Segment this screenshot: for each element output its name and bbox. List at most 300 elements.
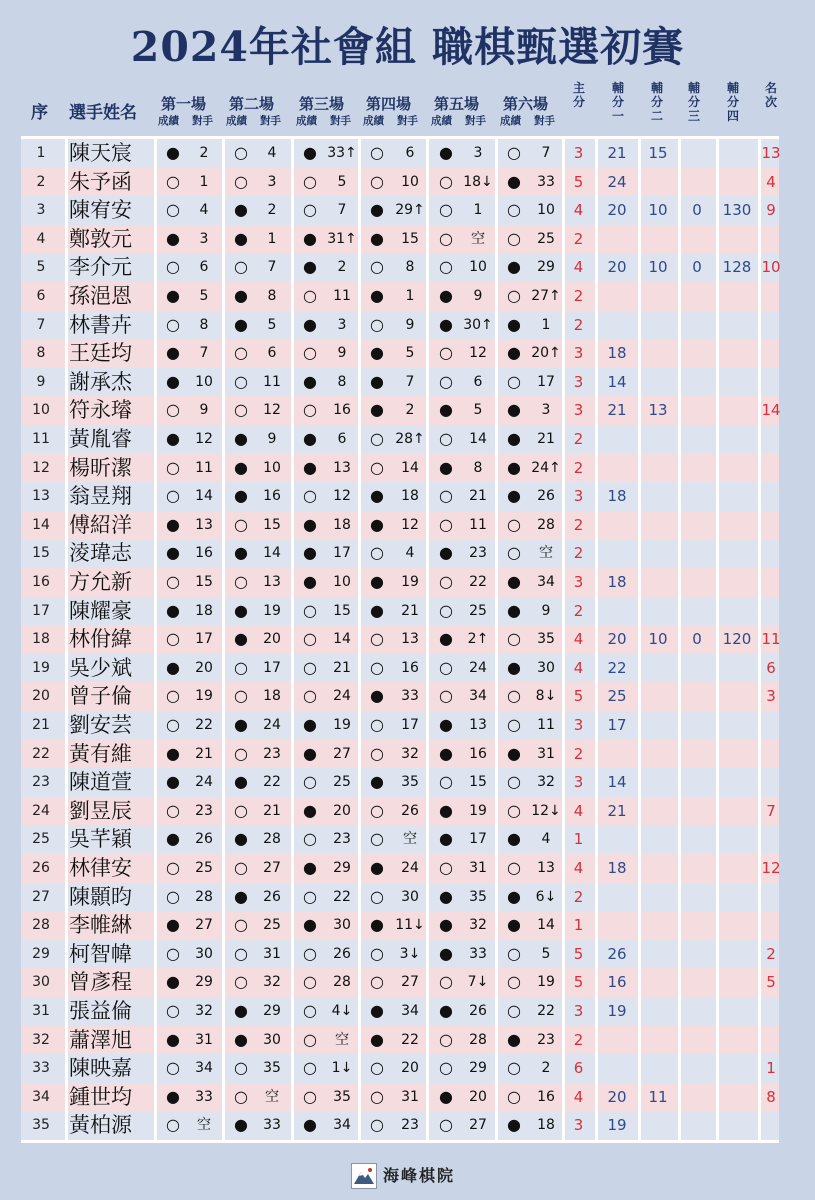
game-opponent: 33 <box>537 173 555 190</box>
page-title: 2024年社會組 職棋甄選初賽 <box>130 23 685 71</box>
game-result: ● <box>370 858 384 877</box>
game-result: ○ <box>439 371 453 391</box>
game-result: ○ <box>234 514 248 534</box>
game-result: ● <box>507 1029 521 1049</box>
game-result: ○ <box>370 657 384 677</box>
game-opponent: 2 <box>541 1060 551 1077</box>
main-score: 3 <box>573 372 584 391</box>
main-score: 4 <box>573 801 584 820</box>
game-result: ○ <box>370 972 384 992</box>
header-round-4: 第四場 <box>366 95 412 113</box>
game-result: ○ <box>370 886 384 906</box>
game-opponent: 5 <box>473 402 483 419</box>
game-opponent: 25 <box>263 917 281 934</box>
game-opponent: 18 <box>195 602 213 619</box>
game-opponent: 31 <box>195 1031 213 1048</box>
tiebreak-2 <box>638 568 678 597</box>
game-result: ● <box>370 1029 384 1049</box>
game-opponent: 11 <box>333 288 351 304</box>
game-result: ● <box>507 314 521 334</box>
game-opponent: 7 <box>541 145 551 161</box>
player-name: 林律安 <box>69 856 132 880</box>
tiebreak-2 <box>638 539 678 568</box>
main-score: 2 <box>573 287 584 305</box>
game-result: ● <box>439 143 453 162</box>
game-result: ○ <box>370 314 384 334</box>
game-opponent: 4 <box>541 831 551 848</box>
game-result: ● <box>166 772 180 792</box>
game-result: ● <box>303 743 317 763</box>
player-name: 謝承杰 <box>69 369 132 394</box>
tiebreak-3 <box>678 1083 716 1112</box>
main-score: 3 <box>573 573 584 591</box>
game-opponent: 2 <box>267 202 277 219</box>
game-opponent: 20 <box>333 802 351 819</box>
game-result: ○ <box>166 715 180 734</box>
game-result: ○ <box>370 800 384 820</box>
game-opponent: 35 <box>263 1060 281 1077</box>
game-opponent: 8↓ <box>535 688 557 705</box>
game-result: ● <box>439 1001 453 1020</box>
main-score: 2 <box>573 544 584 563</box>
tiebreak-3 <box>678 968 716 997</box>
game-opponent: 12 <box>401 516 419 533</box>
game-result: ● <box>166 1029 180 1049</box>
game-result: ○ <box>439 972 453 992</box>
rank: 13 <box>761 144 781 162</box>
game-result: ○ <box>507 543 521 563</box>
player-name: 劉安芸 <box>69 713 132 737</box>
tiebreak-3 <box>678 711 716 740</box>
game-result: ○ <box>303 1086 317 1106</box>
tiebreak-3 <box>678 797 716 826</box>
game-opponent: 9 <box>405 316 415 333</box>
game-result: ● <box>370 200 384 220</box>
game-result: ○ <box>166 486 180 506</box>
main-score: 3 <box>573 1002 584 1020</box>
game-result: ○ <box>439 657 453 677</box>
main-score: 5 <box>573 944 584 963</box>
game-result: ○ <box>439 572 453 591</box>
tiebreak-1: 20 <box>607 258 627 277</box>
game-opponent: 13 <box>195 516 213 533</box>
header-tb1: 輔分一 <box>611 81 624 123</box>
game-result: ● <box>370 572 384 591</box>
main-score: 2 <box>573 887 584 906</box>
player-name: 楊昕潔 <box>69 455 132 480</box>
player-seq: 25 <box>32 831 50 848</box>
game-opponent: 9 <box>541 602 551 619</box>
tiebreak-3 <box>678 568 716 597</box>
header-opponent: 對手 <box>260 115 281 127</box>
tiebreak-1: 18 <box>607 573 627 591</box>
tiebreak-3 <box>678 225 716 254</box>
player-seq: 18 <box>32 631 50 648</box>
tiebreak-2 <box>638 482 678 511</box>
table-row <box>21 225 779 254</box>
main-score: 2 <box>573 744 584 763</box>
game-opponent: 10 <box>401 173 419 190</box>
tiebreak-3 <box>678 1111 716 1140</box>
player-name: 孫浥恩 <box>69 284 132 308</box>
game-result: ● <box>507 886 521 906</box>
game-opponent: 32 <box>537 774 555 791</box>
game-result: ○ <box>370 743 384 763</box>
table-row <box>21 253 779 282</box>
game-opponent: 29 <box>195 974 213 991</box>
rank: 9 <box>766 201 776 220</box>
game-opponent: 3 <box>199 230 209 247</box>
game-result: ○ <box>166 629 180 649</box>
game-opponent: 20 <box>195 659 213 676</box>
game-opponent: 26 <box>537 488 555 505</box>
main-score: 3 <box>573 144 584 162</box>
game-result: ● <box>507 257 521 277</box>
game-result: ● <box>439 314 453 334</box>
game-opponent: 11 <box>469 516 487 533</box>
game-result: ○ <box>166 1115 180 1135</box>
rank: 6 <box>766 658 776 677</box>
game-opponent: 16 <box>401 659 419 676</box>
game-result: ○ <box>166 858 180 877</box>
game-opponent: 7 <box>337 202 347 219</box>
table-row <box>21 396 779 425</box>
tiebreak-2 <box>638 711 678 740</box>
table-row <box>21 1111 779 1140</box>
game-opponent: 13 <box>537 860 555 876</box>
game-result: ● <box>303 457 317 477</box>
game-result: ○ <box>303 686 317 706</box>
game-result: ○ <box>370 1058 384 1078</box>
game-result: ● <box>234 1029 248 1049</box>
tiebreak-1 <box>596 883 638 912</box>
tiebreak-2: 13 <box>648 401 668 420</box>
game-result: ● <box>439 943 453 963</box>
tiebreak-2 <box>638 797 678 826</box>
game-opponent: 10 <box>195 373 213 390</box>
game-opponent: 空 <box>197 1117 211 1134</box>
game-result: ● <box>370 286 384 305</box>
game-opponent: 18 <box>333 516 351 533</box>
game-result: ○ <box>303 400 317 420</box>
player-name: 翁昱翔 <box>69 484 132 509</box>
tiebreak-2 <box>638 883 678 912</box>
game-opponent: 19 <box>263 602 281 619</box>
game-opponent: 21 <box>263 802 281 819</box>
tiebreak-3 <box>678 825 716 854</box>
game-opponent: 31 <box>469 860 487 876</box>
game-opponent: 17 <box>195 631 213 648</box>
game-result: ● <box>439 286 453 305</box>
game-result: ● <box>303 143 317 162</box>
game-opponent: 31↑ <box>327 230 357 247</box>
game-opponent: 1 <box>541 316 551 333</box>
tiebreak-2: 11 <box>648 1087 668 1106</box>
rank: 10 <box>761 258 781 277</box>
game-opponent: 17 <box>537 373 555 390</box>
game-opponent: 3 <box>267 173 277 190</box>
player-name: 王廷均 <box>69 341 132 366</box>
player-name: 劉昱辰 <box>69 798 132 823</box>
player-name: 鄭敦元 <box>69 226 132 251</box>
player-seq: 19 <box>32 659 50 676</box>
player-seq: 13 <box>32 488 50 505</box>
game-opponent: 4 <box>199 202 209 219</box>
tiebreak-1: 20 <box>607 201 627 220</box>
table-row <box>21 911 779 940</box>
tiebreak-3 <box>678 168 716 197</box>
table-row <box>21 768 779 797</box>
game-result: ○ <box>439 1029 453 1049</box>
table-row <box>21 940 779 969</box>
tiebreak-1 <box>596 539 638 568</box>
game-result: ● <box>507 600 521 620</box>
game-result: ● <box>303 572 317 591</box>
table-row <box>21 482 779 511</box>
game-opponent: 4 <box>405 545 415 562</box>
column-divider <box>291 136 294 1143</box>
mountain-logo-icon <box>351 1163 377 1189</box>
game-opponent: 14 <box>263 545 281 562</box>
game-result: ○ <box>439 486 453 506</box>
game-result: ○ <box>303 343 317 363</box>
game-result: ● <box>507 915 521 935</box>
game-opponent: 28 <box>469 1031 487 1048</box>
tiebreak-2 <box>638 511 678 540</box>
game-opponent: 21 <box>469 488 487 505</box>
game-opponent: 7 <box>267 259 277 276</box>
game-opponent: 35 <box>401 774 419 791</box>
game-result: ● <box>370 772 384 792</box>
table-row <box>21 711 779 740</box>
player-name: 方允新 <box>69 570 132 594</box>
player-name: 張益倫 <box>69 999 132 1023</box>
table-row <box>21 1054 779 1083</box>
game-opponent: 34 <box>469 688 487 705</box>
table-row <box>21 854 779 883</box>
player-seq: 4 <box>36 230 46 247</box>
game-result: ● <box>234 228 248 248</box>
game-result: ● <box>234 200 248 220</box>
tiebreak-2 <box>638 740 678 769</box>
player-seq: 32 <box>32 1031 50 1048</box>
table-row <box>21 597 779 626</box>
game-opponent: 32 <box>195 1003 213 1019</box>
game-result: ○ <box>439 343 453 363</box>
game-result: ● <box>303 314 317 334</box>
tiebreak-2: 10 <box>648 258 668 277</box>
game-opponent: 14 <box>537 917 555 934</box>
tiebreak-1: 25 <box>607 687 627 706</box>
game-opponent: 空 <box>539 545 553 562</box>
game-result: ○ <box>234 371 248 391</box>
game-opponent: 3 <box>337 316 347 333</box>
tiebreak-1 <box>596 511 638 540</box>
game-result: ○ <box>370 943 384 963</box>
game-result: ● <box>507 657 521 677</box>
tiebreak-3 <box>678 139 716 168</box>
tiebreak-1: 21 <box>607 801 627 820</box>
game-opponent: 18 <box>537 1117 555 1134</box>
game-opponent: 7↓ <box>467 974 489 991</box>
header-opponent: 對手 <box>465 115 486 127</box>
tiebreak-2 <box>638 968 678 997</box>
game-result: ○ <box>370 1086 384 1106</box>
table-row <box>21 997 779 1026</box>
header-round-6: 第六場 <box>503 95 549 113</box>
game-opponent: 34 <box>333 1117 351 1134</box>
header-seq: 序 <box>31 103 48 123</box>
game-opponent: 34 <box>195 1060 213 1077</box>
game-result: ○ <box>234 915 248 935</box>
game-opponent: 空 <box>265 1088 279 1105</box>
column-divider <box>426 136 429 1143</box>
tiebreak-3 <box>678 311 716 340</box>
game-result: ● <box>439 1086 453 1106</box>
game-result: ○ <box>507 972 521 992</box>
tiebreak-1: 21 <box>607 401 627 420</box>
tiebreak-3 <box>678 425 716 454</box>
tiebreak-1 <box>596 597 638 626</box>
game-opponent: 22 <box>333 888 351 905</box>
game-result: ○ <box>303 1058 317 1078</box>
game-opponent: 21 <box>333 659 351 676</box>
game-result: ○ <box>439 1115 453 1135</box>
header-result: 成績 <box>226 115 247 127</box>
game-opponent: 20 <box>469 1088 487 1105</box>
player-seq: 3 <box>36 202 46 219</box>
game-result: ● <box>439 743 453 763</box>
game-opponent: 30 <box>333 917 351 934</box>
game-opponent: 33 <box>401 688 419 705</box>
game-opponent: 11 <box>195 459 213 476</box>
player-seq: 24 <box>32 802 50 819</box>
tiebreak-2 <box>638 225 678 254</box>
game-result: ● <box>166 543 180 563</box>
game-opponent: 12 <box>263 402 281 419</box>
game-opponent: 34 <box>537 574 555 590</box>
game-result: ○ <box>166 171 180 191</box>
table-row <box>21 797 779 826</box>
game-opponent: 16 <box>333 402 351 419</box>
game-result: ○ <box>234 657 248 677</box>
game-result: ○ <box>370 1115 384 1135</box>
tiebreak-2 <box>638 940 678 969</box>
game-opponent: 29 <box>333 860 351 876</box>
column-divider <box>154 136 157 1143</box>
player-name: 淩瑋志 <box>69 541 132 566</box>
game-result: ○ <box>303 657 317 677</box>
game-result: ● <box>303 371 317 391</box>
game-opponent: 33 <box>263 1117 281 1134</box>
header-round-2: 第二場 <box>229 95 275 113</box>
tiebreak-3: 0 <box>692 630 702 649</box>
game-opponent: 26 <box>333 945 351 962</box>
game-opponent: 32 <box>469 917 487 934</box>
header-opponent: 對手 <box>397 115 418 127</box>
table-row <box>21 311 779 340</box>
tiebreak-1: 20 <box>607 1087 627 1106</box>
game-opponent: 31 <box>537 745 555 762</box>
game-result: ● <box>370 686 384 706</box>
game-result: ● <box>166 915 180 935</box>
tiebreak-1: 16 <box>607 973 627 992</box>
player-name: 黃胤睿 <box>69 427 132 451</box>
player-name: 陳道萱 <box>69 770 132 795</box>
game-result: ○ <box>234 743 248 763</box>
game-opponent: 30 <box>263 1031 281 1048</box>
column-divider <box>638 136 641 1143</box>
game-result: ○ <box>507 858 521 877</box>
game-result: ○ <box>234 343 248 363</box>
player-seq: 8 <box>36 345 46 362</box>
game-result: ● <box>234 486 248 506</box>
game-opponent: 23 <box>333 831 351 848</box>
game-result: ○ <box>303 1001 317 1020</box>
header-result: 成績 <box>363 115 384 127</box>
game-opponent: 12 <box>469 345 487 362</box>
main-score: 4 <box>573 859 584 877</box>
game-opponent: 17 <box>469 831 487 848</box>
tiebreak-3 <box>678 511 716 540</box>
tiebreak-1 <box>596 1026 638 1055</box>
game-opponent: 6↓ <box>535 888 557 905</box>
tiebreak-4: 128 <box>722 258 752 277</box>
tiebreak-2 <box>638 1054 678 1083</box>
tiebreak-3: 0 <box>692 201 702 220</box>
game-result: ○ <box>370 171 384 191</box>
game-opponent: 20 <box>401 1060 419 1077</box>
rank: 4 <box>766 172 776 191</box>
game-result: ○ <box>234 143 248 162</box>
game-opponent: 8 <box>267 288 277 304</box>
tiebreak-1: 21 <box>607 144 627 162</box>
tiebreak-3 <box>678 454 716 483</box>
game-result: ● <box>439 457 453 477</box>
player-seq: 22 <box>32 745 50 762</box>
game-opponent: 空 <box>471 230 485 247</box>
game-result: ● <box>166 343 180 363</box>
header-round-1: 第一場 <box>161 95 207 113</box>
game-result: ● <box>166 429 180 448</box>
column-divider <box>358 136 361 1143</box>
rank: 12 <box>761 859 781 877</box>
game-opponent: 35 <box>469 888 487 905</box>
header-opponent: 對手 <box>192 115 213 127</box>
game-opponent: 26 <box>263 888 281 905</box>
game-result: ● <box>166 657 180 677</box>
results-table <box>21 136 779 1143</box>
column-divider <box>678 136 681 1143</box>
tiebreak-3 <box>678 597 716 626</box>
main-score: 1 <box>573 916 584 935</box>
game-result: ● <box>439 400 453 420</box>
game-result: ○ <box>507 629 521 649</box>
game-result: ● <box>370 600 384 620</box>
game-result: ● <box>166 228 180 248</box>
header-tb2: 輔分二 <box>650 81 663 123</box>
player-seq: 33 <box>32 1060 50 1077</box>
tiebreak-4: 120 <box>722 630 752 649</box>
game-opponent: 22 <box>401 1031 419 1048</box>
player-name: 吳少斌 <box>69 655 132 680</box>
game-result: ○ <box>370 715 384 734</box>
game-result: ○ <box>507 943 521 963</box>
game-result: ○ <box>234 800 248 820</box>
game-opponent: 3 <box>541 402 551 419</box>
game-result: ○ <box>507 143 521 162</box>
column-divider <box>65 136 68 1143</box>
